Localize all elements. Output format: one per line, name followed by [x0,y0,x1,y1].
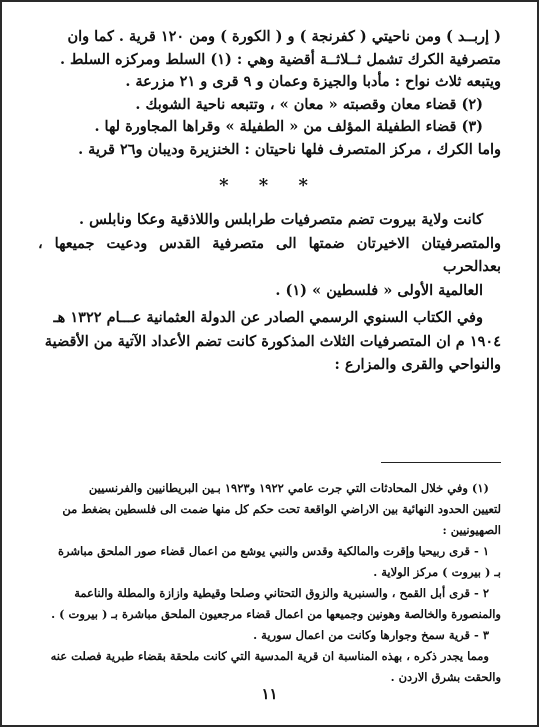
footnote-line: ١ - قرى ربيحيا وإقرت والمالكية وقدس والنبي يوشع من اعمال قضاء صور الملحق مباشرة [57,544,489,558]
footnote-line: والحقت بشرق الاردن . [390,670,501,684]
footnote-line: لتعيين الحدود النهائية بين الاراضي الواقعة تحت حكم كل منها ضمت الى فلسطين بضغط من [62,502,501,516]
text-line: ويتبعه ثلاث نواح : مأدبا والجيزة وعمان و ٩ قرى و ٢١ مزرعة . [125,73,501,90]
footnote-line: (١) وفي خلال المحادثات التي جرت عامي ١٩٢٢ و١٩٢٣ بـين البريطانيين والفرنسيين [88,481,489,495]
footnote-line: ٢ - قرى أبل القمح ، والسنبرية والزوق التحتاني وصلحا وقيطية وازازة والمطلة والناعمة [74,586,489,600]
text-line: وفي الكتاب السنوي الرسمي الصادر عن الدولة العثمانية عـــام ١٣٢٢ هـ [53,309,483,326]
page-number: ١١ [261,685,278,703]
footnote-line: والمنصورة والخالصة وهونين وجميعها من اعمال قضاء مرجعيون الملحق مباشرة بـ ( بيروت ) . [51,607,501,621]
footnotes [38,478,501,688]
text-line: والنواحي والقرى والمزارع : [334,356,501,373]
footnote-separator [381,462,501,463]
text-line: واما الكرك ، مركز المتصرف فلها ناحيتان : الخنزيرة وديبان و٢٦ قرية . [78,140,501,158]
text-line: ( إربــد ) ومن ناحيتي ( كفرنجة ) و ( الكورة ) ومن ١٢٠ قرية . كما وان [67,28,501,45]
text-line: (٢) قضاء معان وقصبته « معان » ، وتتبعه ناحية الشوبك . [135,95,483,113]
footnote-line: ٣ - قرية سمخ وجوارها وكانت من اعمال سورية . [253,628,489,642]
text-line: (٣) قضاء الطفيلة المؤلف من « الطفيلة » وقراها المجاورة لها . [94,118,483,135]
text-line: العالمية الأولى « فلسطين » (١) . [275,281,483,299]
text-line: والمتصرفيتان الاخيرتان ضمتها الى متصرفية القدس ودعيت جميعها ، بعدالحرب [38,234,501,275]
text-line: ١٩٠٤ م ان المتصرفيات الثلاث المذكورة كانت تضم الأعداد الآتية من الأقضية [44,332,501,350]
footnote-line: بـ ( بيروت ) مركز الولاية . [373,565,501,579]
text-line: كانت ولاية بيروت تضم متصرفيات طرابلس واللاذقية وعكا ونابلس . [79,211,483,228]
footnote-line: الصهيونيين : [442,523,501,537]
main-text [38,26,501,377]
text-line: متصرفية الكرك تشمل ثــلاثــة أقضية وهي : (١) السلط ومركزه السلط . [59,50,501,68]
section-divider-stars: * * * [219,175,320,196]
footnote-line: ومما يجدر ذكره ، بهذه المناسبة ان قرية المدسية التي كانت ملحقة بقضاء طبرية فصلت عنه [50,649,489,663]
document-page [38,26,501,705]
